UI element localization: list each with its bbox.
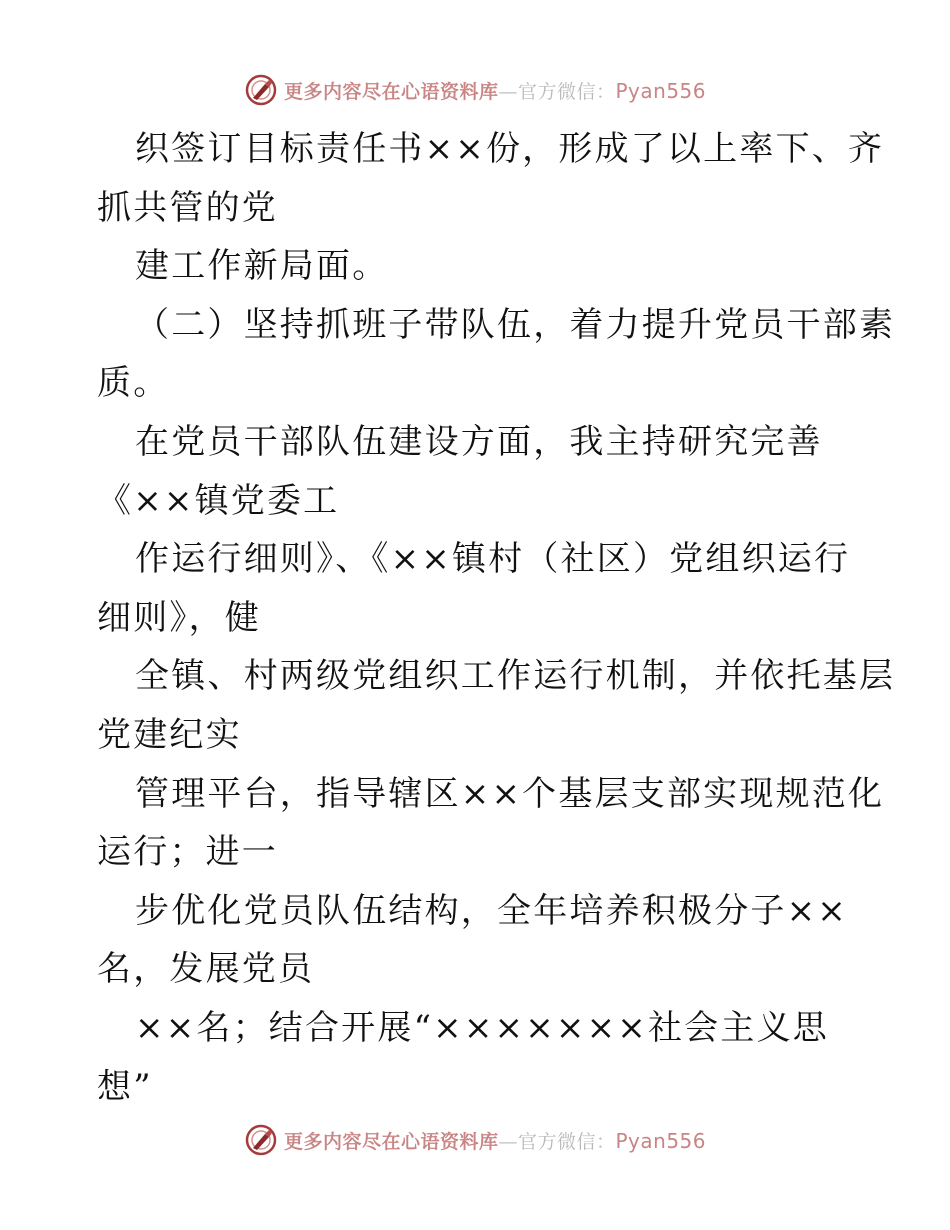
text-line: （二）坚持抓班子带队伍，着力提升党员干部素 [135, 304, 896, 345]
text-line: 建工作新局面。 [135, 246, 389, 287]
text-line: 想” [97, 1066, 153, 1107]
text-line: 党建纪实 [97, 714, 242, 755]
text-line: 细则》，健 [97, 597, 261, 638]
text-line: 全镇、村两级党组织工作运行机制，并依托基层 [135, 656, 896, 697]
watermark-separator: — [498, 1130, 518, 1153]
text-line: ××名；结合开展“×××××××社会主义思 [135, 1007, 829, 1048]
text-line: 在党员干部队伍建设方面，我主持研究完善 [135, 421, 823, 462]
watermark-contact-label: 官方微信： [517, 80, 616, 103]
header-watermark [0, 70, 950, 110]
text-line: 织签订目标责任书××份，形成了以上率下、齐 [135, 129, 885, 169]
watermark-brand: 更多内容尽在心语资料库 [283, 1130, 499, 1153]
text-line: 质。 [97, 363, 170, 404]
text-line: 管理平台，指导辖区××个基层支部实现规范化 [135, 773, 885, 814]
pen-nib-logo-icon [244, 1123, 278, 1157]
watermark-separator: — [498, 80, 518, 103]
document-body [97, 120, 896, 1116]
pen-nib-logo-icon [244, 73, 278, 107]
watermark-text [284, 77, 706, 104]
footer-watermark [0, 1120, 950, 1160]
watermark-text [284, 1127, 706, 1154]
text-line: 作运行细则》、《××镇村（社区）党组织运行 [135, 539, 851, 580]
text-line: 《××镇党委工 [97, 480, 340, 521]
watermark-contact-id: Pyan556 [615, 1128, 707, 1153]
watermark-brand: 更多内容尽在心语资料库 [283, 80, 499, 103]
text-line: 名，发展党员 [97, 949, 315, 990]
watermark-contact-label: 官方微信： [517, 1130, 616, 1153]
text-line: 运行；进一 [97, 832, 278, 873]
watermark-contact-id: Pyan556 [615, 78, 707, 103]
text-line: 抓共管的党 [97, 187, 278, 228]
text-line: 步优化党员队伍结构，全年培养积极分子×× [135, 890, 848, 931]
